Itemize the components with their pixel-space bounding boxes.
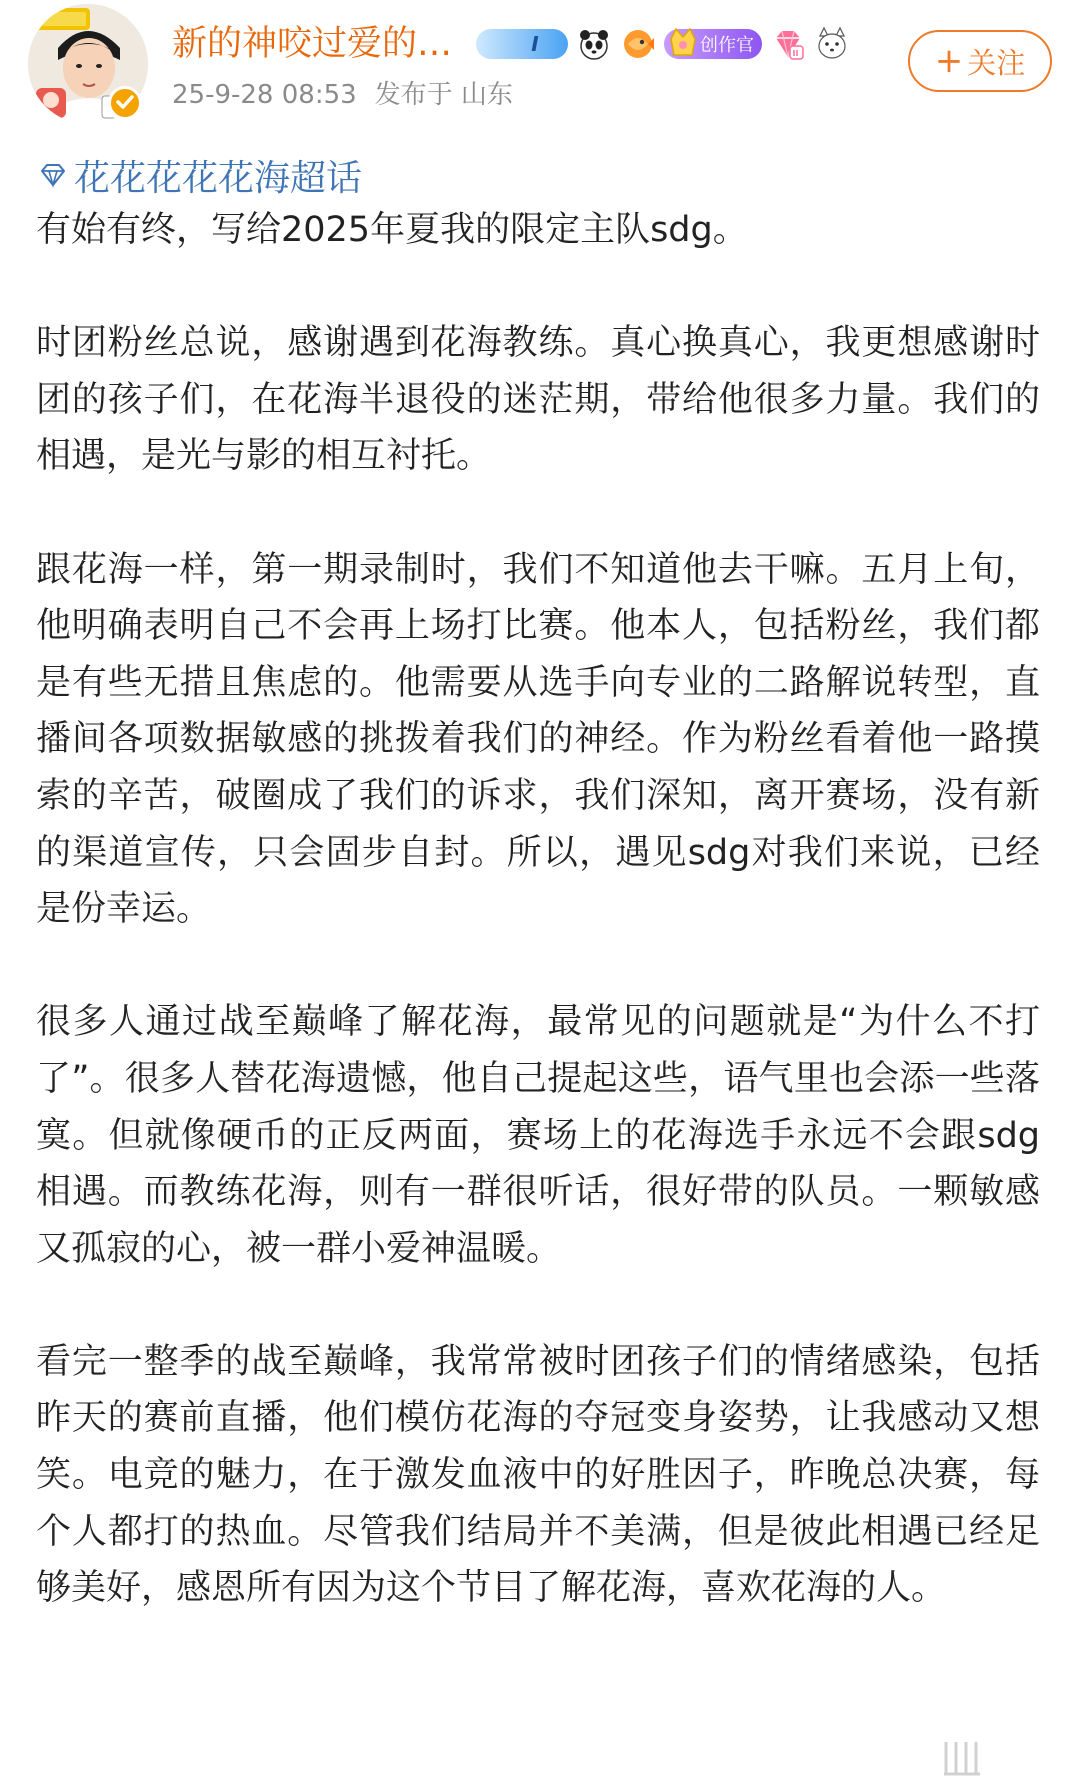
fish-icon[interactable]	[620, 26, 656, 62]
paragraph-1: 有始有终，写给2025年夏我的限定主队sdg。	[36, 210, 748, 250]
panda-icon[interactable]	[576, 26, 612, 62]
follow-button[interactable]	[908, 30, 1052, 92]
paragraph-4: 很多人通过战至巅峰了解花海，最常见的问题就是“为什么不打了”。很多人替花海遗憾，他自己提起这些，语气里也会添一些落寞。但就像硬币的正反两面，赛场上的花海选手永远不会跟sdg相遇。而教练花海，则有一群很听话，很好带的队员。一颗敏感又孤寂的心，被一群小爱神温暖。	[36, 1002, 1040, 1269]
creator-badge-text: 创作官	[700, 35, 754, 56]
post-meta	[172, 78, 513, 112]
post-location: 发布于 山东	[374, 80, 513, 110]
dog-icon[interactable]	[814, 26, 850, 62]
plus-icon: +	[934, 41, 964, 81]
watermark-logo-icon	[936, 1734, 996, 1778]
gem-icon[interactable]	[770, 26, 806, 62]
follow-button-label: 关注	[967, 45, 1026, 80]
paragraph-3: 跟花海一样，第一期录制时，我们不知道他去干嘛。五月上旬，他明确表明自己不会再上场打比赛。他本人，包括粉丝，我们都是有些无措且焦虑的。他需要从选手向专业的二路解说转型，直播间各项数据敏感的挑拨着我们的神经。作为粉丝看着他一路摸索的辛苦，破圈成了我们的诉求，我们深知，离开赛场，没有新的渠道宣传，只会固步自封。所以，遇见sdg对我们来说，已经是份幸运。	[36, 549, 1040, 930]
super-topic-name: 花花花花花海超话	[74, 157, 363, 199]
user-badges	[476, 24, 850, 64]
super-topic-link[interactable]	[38, 150, 362, 200]
post-header	[0, 0, 1080, 140]
verified-badge-icon	[108, 86, 142, 120]
post-body	[36, 202, 1040, 1617]
paragraph-5: 看完一整季的战至巅峰，我常常被时团孩子们的情绪感染，包括昨天的赛前直播，他们模仿花海的夺冠变身姿势，让我感动又想笑。电竞的魅力，在于激发血液中的好胜因子，昨晚总决赛，每个人都打的热血。尽管我们结局并不美满，但是彼此相遇已经足够美好，感恩所有因为这个节目了解花海，喜欢花海的人。	[36, 1341, 1040, 1609]
level-badge[interactable]	[476, 29, 568, 59]
crown-icon	[668, 25, 698, 59]
author-name[interactable]: 新的神咬过爱的…	[172, 24, 453, 64]
creator-badge[interactable]	[664, 29, 762, 59]
diamond-icon	[38, 160, 68, 190]
paragraph-2: 时团粉丝总说，感谢遇到花海教练。真心换真心，我更想感谢时团的孩子们，在花海半退役的迷茫期，带给他很多力量。我们的相遇，是光与影的相互衬托。	[36, 323, 1040, 477]
post-date: 25-9-28 08:53	[172, 80, 357, 110]
level-badge-text: I	[531, 32, 539, 56]
